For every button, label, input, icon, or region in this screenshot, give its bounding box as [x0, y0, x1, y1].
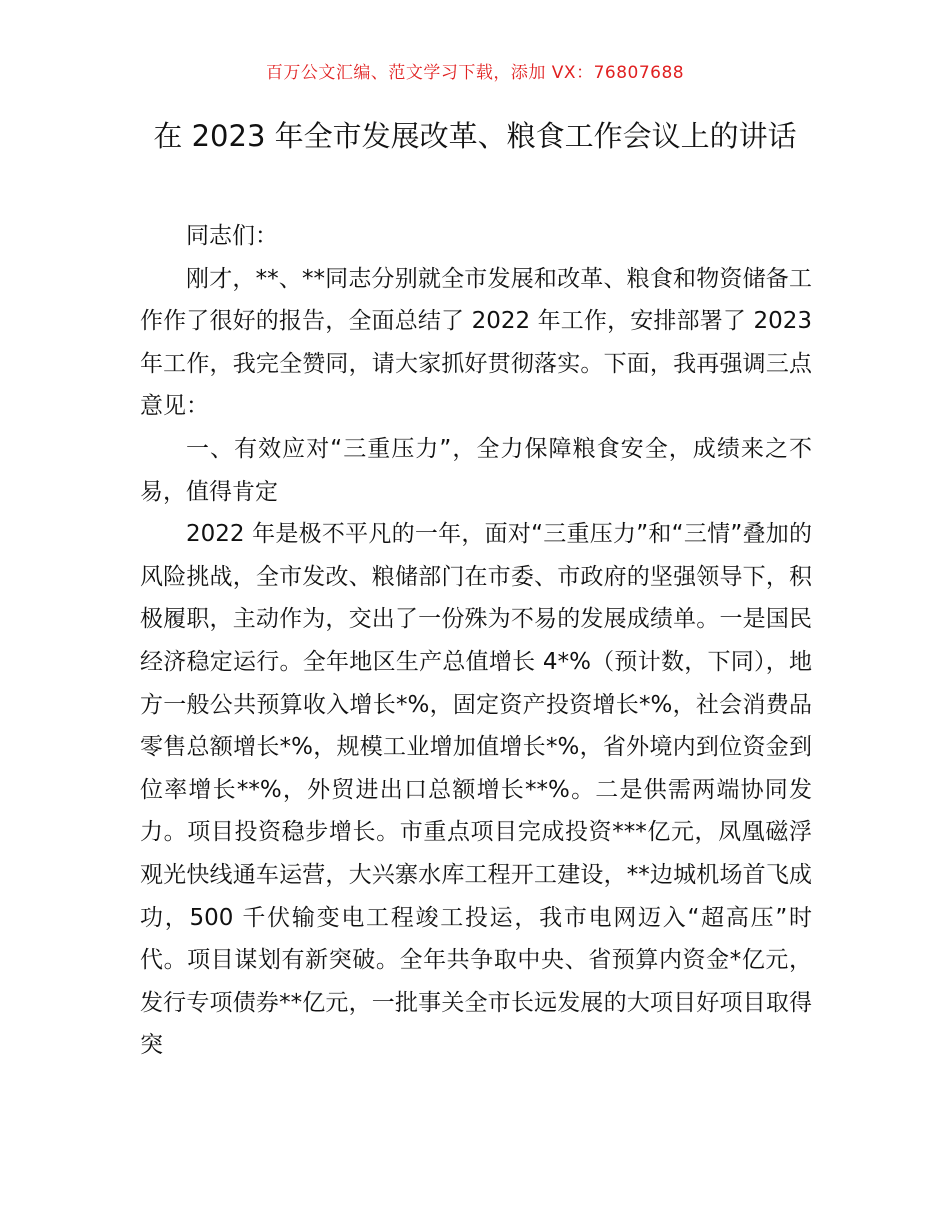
- salutation: 同志们：: [186, 223, 278, 249]
- paragraph-intro: 刚才，**、**同志分别就全市发展和改革、粮食和物资储备工作作了很好的报告，全面总结了 2022 年工作，安排部署了 2023 年工作，我完全赞同，请大家抓好贯彻落实。下面，我再强调三点意见：: [140, 265, 812, 420]
- section-heading: 一、有效应对“三重压力”，全力保障粮食安全，成绩来之不易，值得肯定: [140, 435, 812, 505]
- paragraph-body: 2022 年是极不平凡的一年，面对“三重压力”和“三情”叠加的风险挑战，全市发改、粮储部门在市委、市政府的坚强领导下，积极履职，主动作为，交出了一份殊为不易的发展成绩单。一是国民经济稳定运行。全年地区生产总值增长 4*%（预计数，下同），地方一般公共预算收入增长*%，固定资产投资增长*%，社会消费品零售总额增长*%，规模工业增加值增长*%，省外境内到位资金到位率增长**%，外贸进出口总额增长**%。二是供需两端协同发力。项目投资稳步增长。市重点项目完成投资***亿元，凤凰磁浮观光快线通车运营，大兴寨水库工程开工建设，**边城机场首飞成功，500 千伏输变电工程竣工投运，我市电网迈入“超高压”时代。项目谋划有新突破。全年共争取中央、省预算内资金*亿元，发行专项债券**亿元，一批事关全市长远发展的大项目好项目取得突: [140, 521, 812, 1059]
- document-body: [140, 215, 812, 1067]
- document-title: 在 2023 年全市发展改革、粮食工作会议上的讲话: [153, 119, 797, 153]
- header-note: 百万公文汇编、范文学习下载，添加 VX：76807688: [265, 63, 685, 83]
